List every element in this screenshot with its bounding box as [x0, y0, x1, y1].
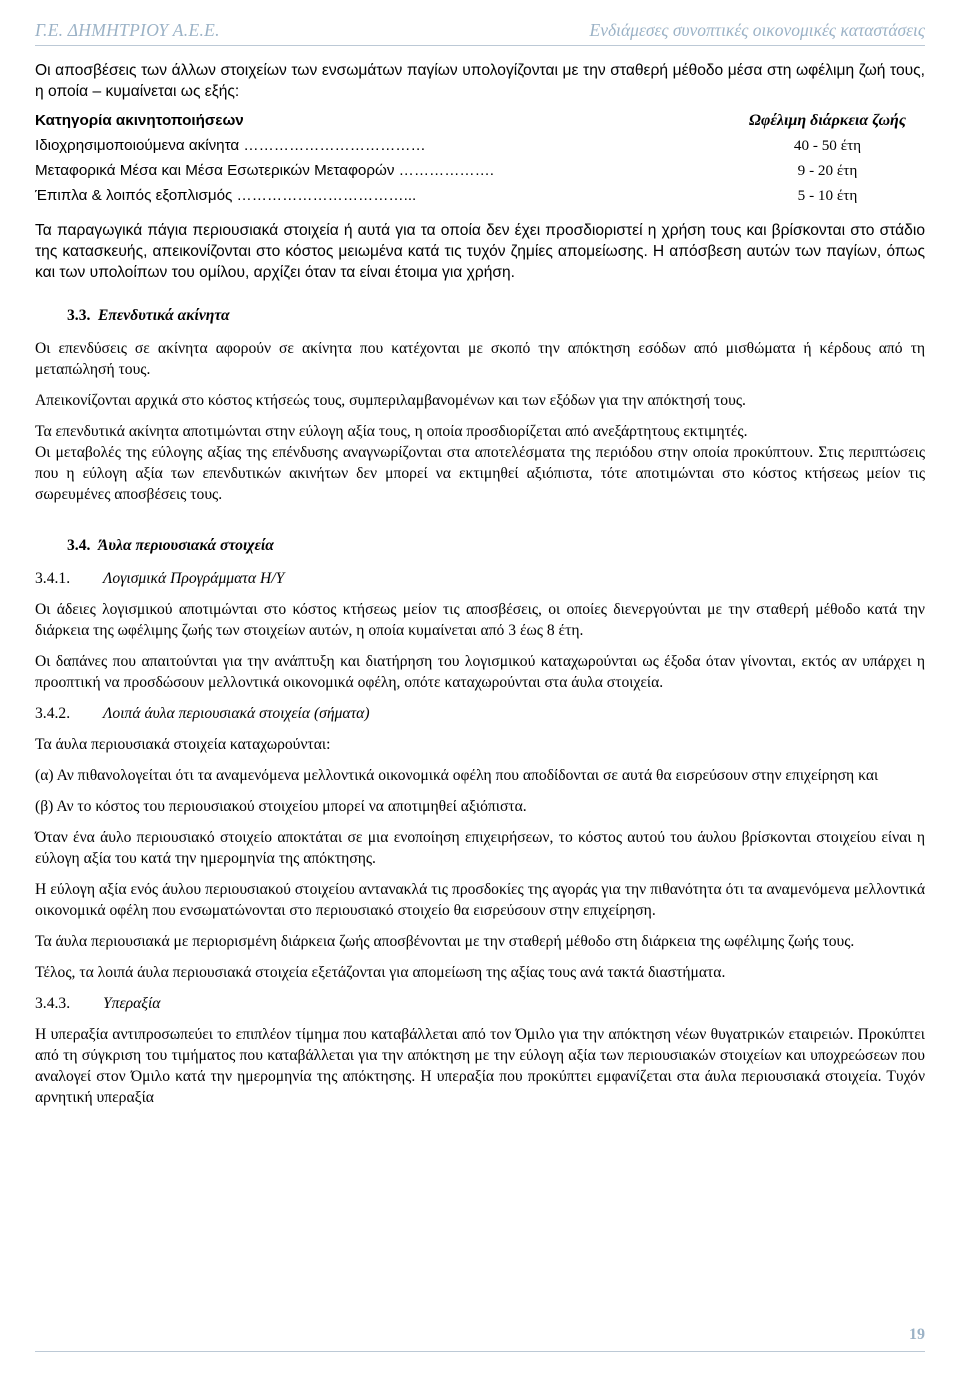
subsection-heading: [35, 993, 925, 1014]
table-cell-life: 40 - 50 έτη: [793, 137, 862, 154]
paragraph: Η εύλογη αξία ενός άυλου περιουσιακού στοιχείου αντανακλά τις προσδοκίες της αγοράς για την πιθανότητα ότι τα αναμενόμενα μελλοντικά οικονομικά οφέλη που ενσωματώνονται στο περιουσιακό στοιχείο θα εισρεύσουν στην επιχείρηση.: [35, 881, 925, 919]
paragraph: Τα επενδυτικά ακίνητα αποτιμώνται στην εύλογη αξία τους, η οποία προσδιορίζεται από ανεξάρτητους εκτιμητές.: [35, 423, 748, 440]
paragraph: Η υπεραξία αντιπροσωπεύει το επιπλέον τίμημα που καταβάλλεται από τον Όμιλο για την απόκτηση νέων θυγατρικών εταιρειών. Προκύπτει από τη σύγκριση του τιμήματος που καταβάλλεται για την απόκτηση με την εύλογη αξία των περιουσιακών στοιχείων και υποχρεώσεων που αναλογεί στον Όμιλο κατά την ημερομηνία της απόκτησης. Η υπεραξία που προκύπτει εμφανίζεται στα άυλα περιουσιακά στοιχεία. Τυχόν αρνητική υπεραξία: [35, 1026, 925, 1106]
table-cell-life: 9 - 20 έτη: [797, 162, 858, 179]
table-header-life: Ωφέλιμη διάρκεια ζωής: [749, 112, 906, 129]
section-heading: [35, 535, 925, 556]
header-divider: [35, 45, 925, 46]
intro-paragraph: Οι αποσβέσεις των άλλων στοιχείων των ενσωμάτων παγίων υπολογίζονται με την σταθερή μέθοδο μέσα στη ωφέλιμη ζωή τους, η οποία – κυμαίνεται ως εξής:: [35, 62, 925, 100]
subsection-title: Υπεραξία: [103, 995, 161, 1012]
table-cell-life: 5 - 10 έτη: [797, 187, 858, 204]
table-cell-category: Μεταφορικά Μέσα και Μέσα Εσωτερικών Μεταφορών ……………….: [35, 162, 495, 179]
table-row: [35, 133, 925, 158]
section-title: Επενδυτικά ακίνητα: [98, 307, 230, 324]
page-header: [35, 20, 925, 46]
section-number: 3.3.: [67, 307, 91, 324]
productive-assets-paragraph: Τα παραγωγικά πάγια περιουσιακά στοιχεία ή αυτά για τα οποία δεν έχει προσδιοριστεί η χρήση τους και βρίσκονται στο στάδιο της κατασκευής, απεικονίζονται στο κόστος μειωμένα κατά τις τυχόν ζημίες απομείωσης. Η απόσβεση αυτών των παγίων, όπως και των υπολοίπων του ομίλου, αρχίζει όταν τα είναι έτοιμα για χρήση.: [35, 222, 925, 281]
table-row: [35, 183, 925, 208]
paragraph: Τα άυλα περιουσιακά στοιχεία καταχωρούνται:: [35, 736, 331, 753]
table-cell-category: Έπιπλα & λοιπός εξοπλισμός ……………………………...: [35, 187, 417, 204]
paragraph: Απεικονίζονται αρχικά στο κόστος κτήσεώς τους, συμπεριλαμβανομένων και των εξόδων για την απόκτησή τους.: [35, 392, 746, 409]
subsection-heading: [35, 568, 925, 589]
paragraph: Οι επενδύσεις σε ακίνητα αφορούν σε ακίνητα που κατέχονται με σκοπό την απόκτηση εσόδων από μισθώματα ή κέρδους από τη μεταπώλησή τους.: [35, 340, 925, 378]
useful-life-table: [35, 108, 925, 208]
document-title: Ενδιάμεσες συνοπτικές οικονομικές καταστάσεις: [589, 20, 925, 40]
subsection-heading: [35, 703, 925, 724]
section-title: Άυλα περιουσιακά στοιχεία: [98, 537, 274, 554]
paragraph: Τα άυλα περιουσιακά με περιορισμένη διάρκεια ζωής αποσβένονται με την σταθερή μέθοδο στη διάρκεια της ωφέλιμης ζωής τους.: [35, 933, 855, 950]
paragraph: (α) Αν πιθανολογείται ότι τα αναμενόμενα μελλοντικά οικονομικά οφέλη που αποδίδονται σε αυτά θα εισρεύσουν στην επιχείρηση και: [35, 767, 879, 784]
table-header-category: Κατηγορία ακινητοποιήσεων: [35, 112, 244, 129]
section-number: 3.4.: [67, 537, 91, 554]
page-number: 19: [909, 1326, 925, 1343]
table-cell-category: Ιδιοχρησιμοποιούμενα ακίνητα ………………………………: [35, 137, 426, 154]
footer-divider: [35, 1351, 925, 1352]
paragraph: (β) Αν το κόστος του περιουσιακού στοιχείου μπορεί να αποτιμηθεί αξιόπιστα.: [35, 798, 527, 815]
subsection-number: 3.4.2.: [35, 705, 71, 722]
table-row: [35, 158, 925, 183]
table-header-row: [35, 108, 925, 133]
paragraph: Οι άδειες λογισμικού αποτιμώνται στο κόστος κτήσεως μείον τις αποσβέσεις, οι οποίες διενεργούνται με την σταθερή μέθοδο κατά την διάρκεια της ωφέλιμης ζωής των στοιχείων αυτών, η οποία κυμαίνεται από 3 έως 8 έτη.: [35, 601, 925, 639]
paragraph: Τέλος, τα λοιπά άυλα περιουσιακά στοιχεία εξετάζονται για απομείωση της αξίας τους ανά τακτά διαστήματα.: [35, 964, 726, 981]
company-name: Γ.Ε. ΔΗΜΗΤΡΙΟΥ Α.Ε.Ε.: [35, 20, 220, 40]
page-body: [35, 60, 925, 1118]
subsection-number: 3.4.1.: [35, 570, 71, 587]
section-heading: [35, 305, 925, 326]
paragraph: Οι δαπάνες που απαιτούνται για την ανάπτυξη και διατήρηση του λογισμικού καταχωρούνται ως έξοδα όταν γίνονται, εκτός αν υπάρχει η προοπτική να προσδώσουν μελλοντικά οικονομικά οφέλη, οπότε καταχωρούνται στα άυλα στοιχεία.: [35, 653, 925, 691]
paragraph: Οι μεταβολές της εύλογης αξίας της επένδυσης αναγνωρίζονται στα αποτελέσματα της περιόδου στην οποία προκύπτουν. Στις περιπτώσεις που η εύλογη αξία των επενδυτικών ακινήτων δεν μπορεί να εκτιμηθεί αξιόπιστα, τότε αποτιμώνται στο κόστος κτήσεως μείον τις σωρευμένες αποσβέσεις τους.: [35, 444, 925, 503]
subsection-title: Λοιπά άυλα περιουσιακά στοιχεία (σήματα): [103, 705, 370, 722]
subsection-title: Λογισμικά Προγράμματα Η/Υ: [103, 570, 285, 587]
paragraph: Όταν ένα άυλο περιουσιακό στοιχείο αποκτάται σε μια ενοποίηση επιχειρήσεων, το κόστος αυτού του άυλου βρίσκονται στοιχείου είναι η εύλογη αξία του κατά την ημερομηνία της απόκτησης.: [35, 829, 925, 867]
subsection-number: 3.4.3.: [35, 995, 71, 1012]
